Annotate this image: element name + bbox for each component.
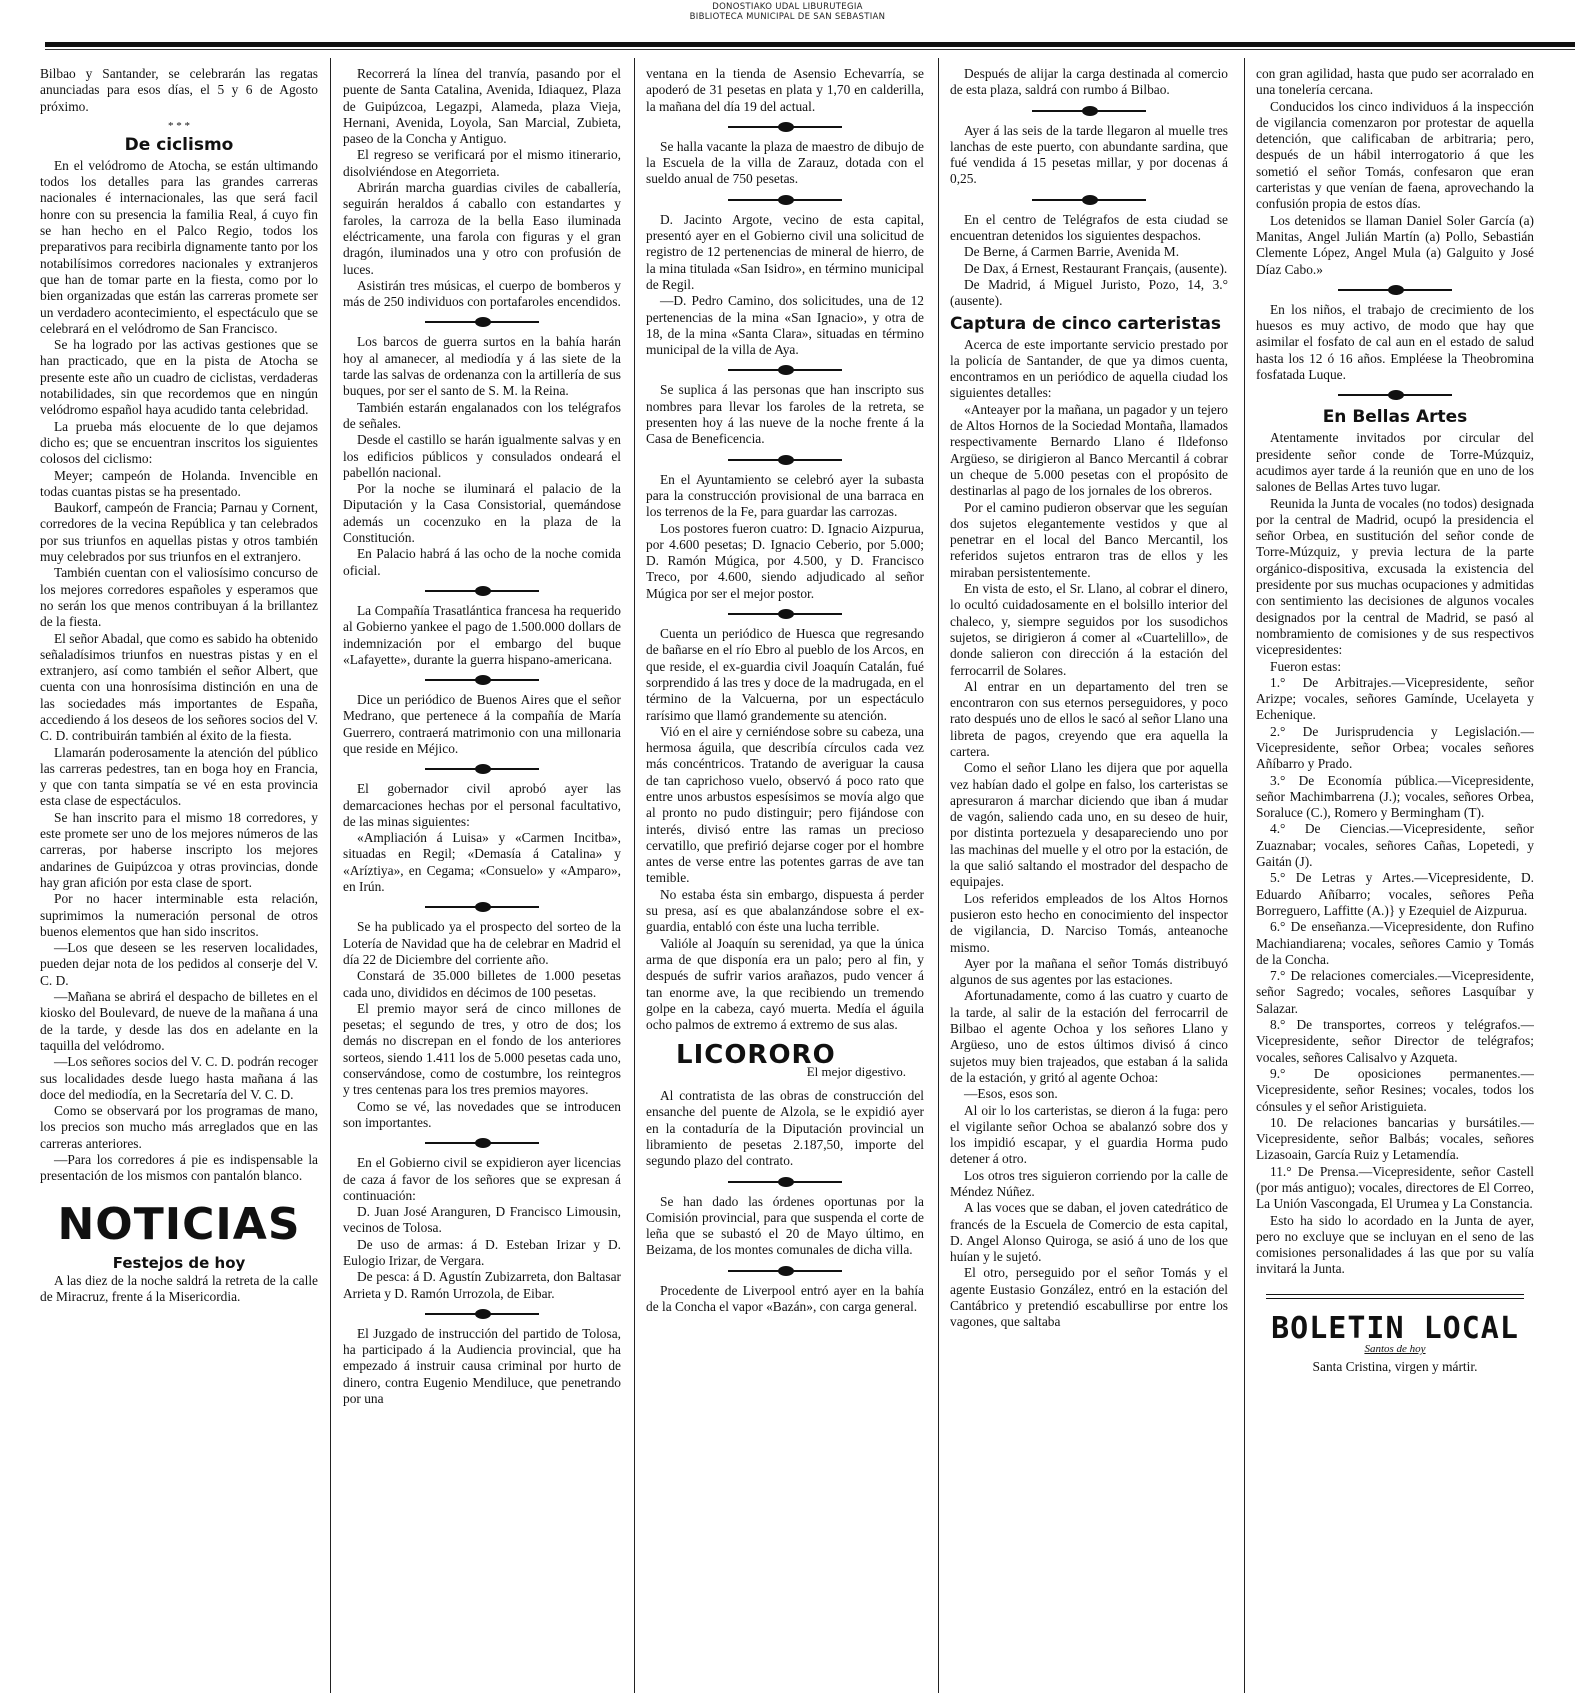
article-paragraph: 3.° De Economía pública.—Vicepresidente, señor Machimbarrena (J.); vocales, señores Orbea, Soraluce (C.), Romero y Bermingham (T). [1256, 772, 1534, 821]
article-paragraph: Reunida la Junta de vocales (no todos) designada por la central de Madrid, ocupó la presidencia el señor Orbea, en sustitución del señor conde de Torre-Múzquiz, y previa lectura de la parte orgánico-dispositiva, excusada la existencia del presidente por sus muchas ocupaciones y admitidas con sentimiento las decisiones de algunos vocales designados por la central de Madrid, se pasó al nombramiento de comisiones y de sus respectivos vicepresidentes: [1256, 495, 1534, 658]
top-rule [45, 42, 1575, 47]
article-paragraph: En el Gobierno civil se expidieron ayer licencias de caza á favor de los señores que se expresan á continuación: [343, 1155, 621, 1203]
article-paragraph: La Compañía Trasatlántica francesa ha requerido al Gobierno yankee el pago de 1.500.000 dollars de indemnización por el embargo del buque «Lafayette», durante la guerra hispano-americana. [343, 602, 621, 667]
article-paragraph: Santa Cristina, virgen y mártir. [1312, 1359, 1478, 1375]
article-paragraph: 7.° De relaciones comerciales.—Vicepresidente, señor Sagredo; vocales, señores Lasquíbar y Salazar. [1256, 968, 1534, 1016]
article-paragraph: Como se vé, las novedades que se introducen son importantes. [343, 1098, 621, 1130]
article-paragraph: Los postores fueron cuatro: D. Ignacio Aizpurua, por 4.600 pesetas; D. Ignacio Ceberio, por 5.000; D. Ramón Múgica, por 4.500, y D. Francisco Treco, por 4.600, siendo adjudicado al señor Múgica por ser el mejor postor. [646, 520, 924, 601]
article-paragraph: Ayer por la mañana el señor Tomás distribuyó algunos de sus agentes por las estaciones. [950, 955, 1228, 988]
ornament-separator [343, 901, 621, 913]
article-paragraph: 8.° De transportes, correos y telégrafos.—Vicepresidente, señor Director de telégrafos; vocales, señores Calisalvo y Azqueta. [1256, 1017, 1534, 1065]
column-4 [950, 66, 1228, 1691]
section-heading-captura: Captura de cinco carteristas [950, 313, 1222, 334]
top-rule-thin [45, 49, 1575, 50]
article-paragraph: —Esos, esos son. [964, 1086, 1058, 1102]
article-paragraph: De Madrid, á Miguel Juristo, Pozo, 14, 3.° (ausente). [950, 276, 1228, 309]
ornament-separator [646, 364, 924, 376]
section-heading-bellas-artes: En Bellas Artes [1322, 407, 1468, 428]
article-paragraph: 10. De relaciones bancarias y bursátiles.—Vicepresidente, señor Balbás; vocales, señores Lizasoain, García Ruiz y Letamendía. [1256, 1114, 1534, 1163]
article-paragraph: D. Jacinto Argote, vecino de esta capital, presentó ayer en el Gobierno civil una solicitud de registro de 12 pertenencias de mineral de hierro, de la mina titulada «San Isidro», en término municipal de Regil. [646, 211, 924, 292]
column-1 [40, 66, 318, 1691]
article-paragraph: A las diez de la noche saldrá la retreta de la calle de Miracruz, frente á la Misericordia. [40, 1272, 318, 1305]
article-paragraph: 11.° De Prensa.—Vicepresidente, señor Castell (por más antiguo); vocales, directores de El Correo, La Unión Vascongada, El Urumea y La Constancia. [1256, 1163, 1534, 1212]
article-paragraph: Por el camino pudieron observar que les seguían dos sujetos elegantemente vestidos y que al penetrar en el local del Banco Mercantil, los referidos sujetos entraron tras de ellos y les miraban persistentemente. [950, 499, 1228, 580]
ornament-separator [646, 1176, 924, 1188]
article-paragraph: En el centro de Telégrafos de esta ciudad se encuentran detenidos los siguientes despachos. [950, 211, 1228, 244]
ornament-separator [1256, 284, 1534, 296]
article-paragraph: Al contratista de las obras de construcción del ensanche del puente de Alzola, se le expidió ayer en la contaduría de la Diputación provincial un libramiento de pesetas 2.187,50, importe del segundo plazo del contrato. [646, 1088, 924, 1169]
article-paragraph: Al entrar en un departamento del tren se encontraron con sus eternos perseguidores, y poco rato después uno de ellos le sacó al señor Llano una libreta de pagos, creyendo que era aquella la cartera. [950, 678, 1228, 759]
article-paragraph: 6.° De enseñanza.—Vicepresidente, don Rufino Machiandiarena; vocales, señores Camio y Tomás de la Concha. [1256, 919, 1534, 967]
article-paragraph: Se han dado las órdenes oportunas por la Comisión provincial, para que suspenda el corte de leña que se subastó el 20 de Mayo último, en Beizama, de los montes comunales de dicha villa. [646, 1193, 924, 1258]
article-paragraph: —Los que deseen se les reserven localidades, pueden dejar nota de los pedidos al conserje del V. C. D. [40, 940, 318, 988]
article-paragraph: —Para los corredores á pie es indispensable la presentación de los mismos con pantalón blanco. [40, 1152, 318, 1184]
article-paragraph: Se han inscrito para el mismo 18 corredores, y este promete ser uno de los mejores números de las carreras, por haberse inscripto los mejores andarines de Guipúzcoa y otras provincias, donde hay gran afición por esta clase de sport. [40, 809, 318, 890]
column-divider [938, 58, 939, 1693]
article-paragraph: con gran agilidad, hasta que pudo ser acorralado en una tonelería cercana. [1256, 66, 1534, 98]
article-paragraph: El gobernador civil aprobó ayer las demarcaciones hechas por el personal facultativo, de las minas siguientes: [343, 781, 621, 829]
article-paragraph: Se halla vacante la plaza de maestro de dibujo de la Escuela de la villa de Zarauz, dotada con el sueldo anual de 750 pesetas. [646, 138, 924, 187]
article-paragraph: Conducidos los cinco individuos á la inspección de vigilancia comenzaron por protestar de aquella detención, que calificaban de arbitraria; pero, después de un hábil interrogatorio á que les sometió el señor Tomás, confesaron que eran carteristas y que venían de faena, aprovechando la confusión propia de estos días. [1256, 98, 1534, 212]
ornament-separator [343, 1308, 621, 1320]
column-divider [1244, 58, 1245, 1693]
article-paragraph: Ayer á las seis de la tarde llegaron al muelle tres lanchas de este puerto, con abundante sardina, que fué vendida á 15 pesetas millar, y por docenas á 0,25. [950, 122, 1228, 187]
article-paragraph: Afortunadamente, como á las cuatro y cuarto de la tarde, al salir de la estación del ferrocarril de Bilbao el agente Ochoa y los señores Llano y Argüeso, uno de estos últimos divisó á cinco sujetos muy bien trajeados, que estaban á la salida de la estación, y gritó al agente Ochoa: [950, 988, 1228, 1085]
ornament-separator [646, 194, 924, 206]
article-paragraph: 1.° De Arbitrajes.—Vicepresidente, señor Arizpe; vocales, señores Gamínde, Ucelayeta y Echenique. [1256, 674, 1534, 723]
article-paragraph: Los otros tres siguieron corriendo por la calle de Méndez Núñez. [950, 1167, 1228, 1199]
article-paragraph: 9.° De oposiciones permanentes.—Vicepresidente, señor Resines; vocales, todos los cónsules y el señor Aristiguieta. [1256, 1065, 1534, 1114]
article-paragraph: De pesca: á D. Agustín Zubizarreta, don Baltasar Arrieta y D. Ramón Urrozola, de Eibar. [343, 1269, 621, 1301]
article-paragraph: Vió en el aire y cerniéndose sobre su cabeza, una hermosa águila, que describía círculos cada vez más concéntricos. Tratando de averiguar la causa de tan caprichoso vuelo, observó á poco rato que entre unos arbustos espesísimos se movía algo que al pronto no pudo distinguir; pero fijándose con interés, divisó entre las ramas un precioso cervatillo, que prefirió dejarse coger por el hombre antes de verse entre las potentes garras de ave tan temible. [646, 723, 924, 886]
ornament-separator [646, 454, 924, 466]
boletin-local-banner: BOLETIN LOCAL [1271, 1310, 1519, 1346]
article-paragraph: Dice un periódico de Buenos Aires que el señor Medrano, que pertenece á la compañía de María Guerrero, contraerá matrimonio con una millonaria que reside en Méjico. [343, 692, 621, 756]
article-paragraph: «Ampliación á Luisa» y «Carmen Incitba», situadas en Regil; «Demasía á Catalina» y «Aríztiya», en Cegama; «Consuelo» y «Amparo», en Irún. [343, 830, 621, 895]
article-paragraph: Valióle al Joaquín su serenidad, ya que la única arma de que disponía era un palo; pero al fin, y después de sufrir varios arañazos, pudo vencer á tan enorme ave, la que recibiendo un tremendo golpe en la cabeza, cayó muerta. Medía el águila ocho palmos de extremo á extremo de sus alas. [646, 935, 924, 1033]
article-paragraph: El premio mayor será de cinco millones de pesetas; el segundo de tres, y otro de dos; los demás no discrepan en el fondo de los anteriores sorteos, siendo 1.411 los de 5.000 pesetas cada uno, conservándose, como de costumbre, los reintegros y tres centenas para los tres premios mayores. [343, 1000, 621, 1098]
column-2 [343, 66, 621, 1691]
article-paragraph: Fueron estas: [1270, 658, 1342, 674]
article-paragraph: El Juzgado de instrucción del partido de Tolosa, ha participado á la Audiencia provincial, que ha empezado á instruir causa criminal por hurto de dinero, contra Eugenio Mendiluce, que penetrando por una [343, 1325, 621, 1407]
ornament-separator [646, 121, 924, 133]
article-paragraph: —Mañana se abrirá el despacho de billetes en el kiosko del Boulevard, de nueve de la mañana á una de la tarde, y desde las dos en adelante en la taquilla del velódromo. [40, 989, 318, 1053]
santos-subheading: Santos de hoy [1364, 1343, 1426, 1356]
article-paragraph: «Anteayer por la mañana, un pagador y un tejero de Altos Hornos de la Sociedad Montaña, llamados respectivamente Bernardo Llano é Ildefonso Argüeso, se dirigieron al Banco Mercantil á cobrar un cheque de 5.000 pesetas con el propósito de destinarlas al pago de los jornales de los obreros. [950, 401, 1228, 499]
ornament-separator [343, 674, 621, 686]
article-paragraph: Como se observará por los programas de mano, los precios son mucho más arreglados que en las carreras anteriores. [40, 1103, 318, 1151]
article-paragraph: Recorrerá la línea del tranvía, pasando por el puente de Santa Catalina, Avenida, Idiaquez, Plaza de Guipúzcoa, Legazpi, Alameda, plaza Vieja, Hernani, Avenida, Loyola, San Marcial, Zubieta, paseo de la Concha y Antiguo. [343, 66, 621, 147]
ornament-separator [343, 585, 621, 597]
article-paragraph: Por la noche se iluminará el palacio de la Diputación y la Casa Consistorial, quemándose además un cocenzuko en la plaza de la Constitución. [343, 481, 621, 546]
column-3 [646, 66, 924, 1691]
article-paragraph: Desde el castillo se harán igualmente salvas y en los edificios públicos y consulados ondeará el pabellón nacional. [343, 432, 621, 480]
article-paragraph: Los referidos empleados de los Altos Hornos pusieron esto hecho en conocimiento del inspector de vigilancia, D. Narciso Tomás, anteanoche mismo. [950, 890, 1228, 955]
article-paragraph: Atentamente invitados por circular del presidente señor conde de Torre-Múzquiz, acudimos ayer tarde á la reunión que en uno de los salones de Bellas Artes tuvo lugar. [1256, 430, 1534, 495]
article-paragraph: En vista de esto, el Sr. Llano, al cobrar el dinero, lo ocultó cuidadosamente en el bolsillo interior del chaleco, y, siempre seguidos por los susodichos sujetos, se dirigieron á comer al «Cuartelillo», de donde salieron con dirección á la estación del ferrocarril de Solares. [950, 581, 1228, 678]
ornament-separator [646, 608, 924, 620]
article-paragraph: ventana en la tienda de Asensio Echevarría, se apoderó de 31 pesetas en plata y 1,70 en calderilla, la mañana del día 19 del actual. [646, 66, 924, 114]
article-paragraph: La prueba más elocuente de lo que dejamos dicho es; que se encuentran inscritos los siguientes colosos del ciclismo: [40, 418, 318, 467]
article-paragraph: De Berne, á Carmen Barrie, Avenida M. [964, 244, 1180, 260]
article-paragraph: Abrirán marcha guardias civiles de caballería, seguirán heraldos á caballo con estandartes y faroles, la carroza de la bella Easo iluminada eléctricamente, una farola con figuras y el gran dragón, iluminados una y otro con profusión de luces. [343, 180, 621, 277]
column-divider [330, 58, 331, 1693]
article-paragraph: Al oir lo los carteristas, se dieron á la fuga: pero el vigilante señor Ochoa se abalanzó sobre dos y los impidió escapar, y el guardia Horma pudo detener á otro. [950, 1102, 1228, 1167]
licororo-ad-title: LICORORO [676, 1040, 836, 1071]
article-paragraph: No estaba ésta sin embargo, dispuesta á perder su presa, así es que abalanzándose sobre el ex-guardia, entabló con éste una lucha terrible. [646, 886, 924, 935]
article-paragraph: En los niños, el trabajo de crecimiento de los huesos es muy activo, de modo que hay que asimilar el fosfato de cal aun en el estado de salud hasta los 12 ó 16 años. Empléese la Theobromina fosfatada Luque. [1256, 301, 1534, 383]
article-paragraph: También cuentan con el valiosísimo concurso de los mejores corredores españoles y esperamos que no serán los que menos contribuyan á la brillantez de la fiesta. [40, 565, 318, 630]
article-paragraph: Después de alijar la carga destinada al comercio de esta plaza, saldrá con rumbo á Bilbao. [950, 66, 1228, 98]
article-paragraph: El otro, perseguido por el señor Tomás y el agente Eustasio González, entró en la estación del Cantábrico y pretendió escabullirse por entre los vagones, que saltaba [950, 1265, 1228, 1330]
article-paragraph: Bilbao y Santander, se celebrarán las regatas anunciadas para esos días, el 5 y 6 de Agosto próximo. [40, 66, 318, 114]
article-paragraph: A las voces que se daban, el joven catedrático de francés de la Escuela de Comercio de esta capital, D. Angel Alonso Quiroga, se asió á uno de los que huían y le sujetó. [950, 1200, 1228, 1265]
ornament-separator [950, 194, 1228, 206]
article-paragraph: Como el señor Llano les dijera que por aquella vez habían dado el golpe en falso, los carteristas se apresuraron á marchar diciendo que iban á mudar de vagón, saliendo cada uno, en su deseo de huir, por distinta portezuela y desapareciendo uno por las machinas del muelle y el otro por la estación, de la que salió saltando el mostrador del despacho de equipajes. [950, 760, 1228, 890]
article-paragraph: —D. Pedro Camino, dos solicitudes, una de 12 pertenencias de la mina «San Ignacio», y otra de 18, de la mina «Santa Clara», situadas en término municipal de la villa de Aya. [646, 293, 924, 358]
asterism: * * * [168, 119, 190, 132]
article-paragraph: Procedente de Liverpool entró ayer en la bahía de la Concha el vapor «Bazán», con carga general. [646, 1282, 924, 1314]
article-paragraph: De uso de armas: á D. Esteban Irizar y D. Eulogio Irizar, de Vergara. [343, 1236, 621, 1268]
ornament-separator [343, 316, 621, 328]
column-divider [634, 58, 635, 1693]
article-paragraph: Asistirán tres músicas, el cuerpo de bomberos y más de 250 individuos con portafaroles encendidos. [343, 277, 621, 310]
article-paragraph: Se ha logrado por las activas gestiones que se han practicado, que en la pista de Atocha se presente este año un cuadro de ciclistas, verdaderas notabilidades, sin que recordemos que en ningún velódromo español haya acudido tanta celebridad. [40, 337, 318, 418]
ornament-separator [646, 1265, 924, 1277]
article-paragraph: —Los señores socios del V. C. D. podrán recoger sus localidades desde luego hasta mañana á las doce del mediodía, en la Secretaría del V. C. D. [40, 1054, 318, 1102]
article-paragraph: D. Juan José Aranguren, D Francisco Limousin, vecinos de Tolosa. [343, 1204, 621, 1236]
ornament-separator [343, 763, 621, 775]
article-paragraph: Los detenidos se llaman Daniel Soler García (a) Manitas, Angel Julián Martín (a) Pollo, Sebastián Clemente López, Angel Mula (a) Galguito y José Díaz Cabo.» [1256, 212, 1534, 277]
noticias-banner: NOTICIAS [57, 1198, 301, 1250]
article-paragraph: 5.° De Letras y Artes.—Vicepresidente, D. Eduardo Añíbarro; vocales, señores Peña Borreguero, Laffitte (A.)} y Ezequiel de Aizpurua. [1256, 870, 1534, 918]
library-stamp-line2: BIBLIOTECA MUNICIPAL DE SAN SEBASTIAN [689, 11, 886, 22]
article-paragraph: El regreso se verificará por el mismo itinerario, disolviéndose en Ategorrieta. [343, 147, 621, 179]
library-stamp [0, 3, 1575, 22]
article-paragraph: Esto ha sido lo acordado en la Junta de ayer, pero no excluye que se incluyan en el seno de las comisiones personalidades á las que por su valía invitará la Junta. [1256, 1212, 1534, 1277]
column-5 [1256, 66, 1534, 1691]
article-paragraph: Se suplica á las personas que han inscripto sus nombres para llevar los faroles de la retreta, se presenten hoy á las nueve de la noche frente á la Casa de Beneficencia. [646, 382, 924, 447]
article-paragraph: 2.° De Jurisprudencia y Legislación.—Vicepresidente, señor Orbea; vocales señores Añíbarro y Prado. [1256, 723, 1534, 772]
licororo-ad-subtitle: El mejor digestivo. [806, 1063, 906, 1079]
ornament-separator [1256, 389, 1534, 401]
article-paragraph: Constará de 35.000 billetes de 1.000 pesetas cada uno, divididos en décimos de 100 pesetas. [343, 968, 621, 1000]
article-paragraph: El señor Abadal, que como es sabido ha obtenido señaladísimos triunfos en nuestras pistas y en el extranjero, así como también el señor Albert, que cuenta con una honrosísima distinción en una de las sociedades más importantes de España, accediendo á los deseos de los señores socios del V. C. D. contribuirán también al éxito de la fiesta. [40, 630, 318, 744]
ornament-separator [343, 1137, 621, 1149]
library-stamp-line1: DONOSTIAKO UDAL LIBURUTEGIA [712, 2, 863, 12]
article-paragraph: Por no hacer interminable esta relación, suprimimos la numeración personal de otros buenos elementos que han sido inscritos. [40, 891, 318, 939]
article-paragraph: Llamarán poderosamente la atención del público las carreras pedestres, tan en boga hoy en Francia, y que con tanta simpatía se vé en esta provincia esta clase de espectáculos. [40, 744, 318, 809]
section-heading-festejos: Festejos de hoy [112, 1253, 246, 1272]
double-rule [1266, 1294, 1524, 1299]
article-paragraph: Meyer; campeón de Holanda. Invencible en todas cuantas pistas se ha presentado. [40, 467, 318, 499]
article-paragraph: También estarán engalanados con los telégrafos de señales. [343, 399, 621, 431]
article-paragraph: 4.° De Ciencias.—Vicepresidente, señor Zuaznabar; vocales, señores Cañas, Lopetedi, y Gaitán (J). [1256, 821, 1534, 870]
article-paragraph: Baukorf, campeón de Francia; Parnau y Cornent, corredores de la vecina República y tan celebrados por sus triunfos en aquellas pistas y otros también muy celebrados por sus triunfos en el extranjero. [40, 500, 318, 565]
article-paragraph: Se ha publicado ya el prospecto del sorteo de la Lotería de Navidad que ha de celebrar en Madrid el día 22 de Diciembre del corriente año. [343, 919, 621, 967]
article-paragraph: Acerca de este importante servicio prestado por la policía de Santander, de que ya dimos cuenta, encontramos en un periódico de aquella ciudad los siguientes detalles: [950, 336, 1228, 401]
section-heading-ciclismo: De ciclismo [124, 134, 234, 155]
article-paragraph: De Dax, á Ernest, Restaurant Français, (ausente). [964, 260, 1228, 276]
ornament-separator [950, 105, 1228, 117]
article-paragraph: En el Ayuntamiento se celebró ayer la subasta para la construcción provisional de una barraca en los terrenos de la Fe, para guardar las carrozas. [646, 471, 924, 520]
article-paragraph: En Palacio habrá á las ocho de la noche comida oficial. [343, 546, 621, 578]
article-paragraph: Cuenta un periódico de Huesca que regresando de bañarse en el río Ebro al pueblo de los Arcos, en que reside, el ex-guardia civil Joaquín Catalán, fué sorprendido á las tres y doce de la madrugada, en el término de la Valcuerna, por un espectáculo rarísimo que llamó grandemente su atención. [646, 626, 924, 723]
article-paragraph: En el velódromo de Atocha, se están ultimando todos los detalles para las grandes carreras nacionales é internacionales, las que será facil honre con su presencia la familia Real, á cuyo fin se han hecho en el Palco Regio, todos los preparativos para recibirla dignamente tanto por los notabilísimos corredores nacionales y extranjeros que han de tomar parte en la fiesta, como por lo bien organizadas que están las carreras promete ser un verdadero acontecimiento, el espectáculo que se celebrará en el velódromo de San Francisco. [40, 157, 318, 336]
article-paragraph: Los barcos de guerra surtos en la bahía harán hoy al amanecer, al mediodía y á las siete de la tarde las salvas de ordenanza con la artillería de sus buques, por ser el santo de S. M. la Reina. [343, 334, 621, 399]
